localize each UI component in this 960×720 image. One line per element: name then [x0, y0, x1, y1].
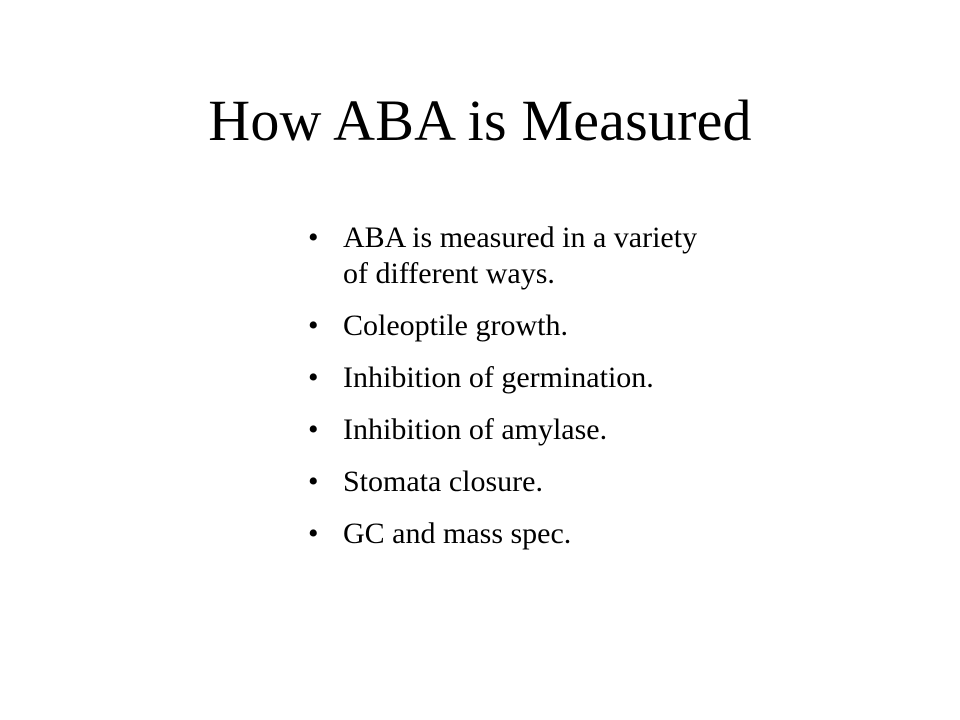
bullet-text: Inhibition of amylase.: [343, 413, 608, 446]
bullet-text: Stomata closure.: [343, 465, 543, 498]
bullet-dot: •: [308, 413, 319, 446]
bullet-dot: •: [308, 465, 319, 498]
bullet-item: [308, 308, 698, 344]
bullet-item: [308, 516, 698, 552]
bullet-item: [308, 360, 698, 396]
bullet-item: [308, 220, 698, 292]
bullet-text: Coleoptile growth.: [343, 309, 568, 342]
bullet-list: [308, 220, 698, 552]
bullet-item: [308, 464, 698, 500]
bullet-dot: •: [308, 517, 319, 550]
slide-title: How ABA is Measured: [208, 88, 752, 153]
bullet-dot: •: [308, 221, 319, 254]
bullet-dot: •: [308, 361, 319, 394]
bullet-text: GC and mass spec.: [343, 517, 572, 550]
bullet-text: ABA is measured in a variety of different ways.: [343, 221, 698, 290]
bullet-dot: •: [308, 309, 319, 342]
bullet-text: Inhibition of germination.: [343, 361, 654, 394]
bullet-item: [308, 412, 698, 448]
